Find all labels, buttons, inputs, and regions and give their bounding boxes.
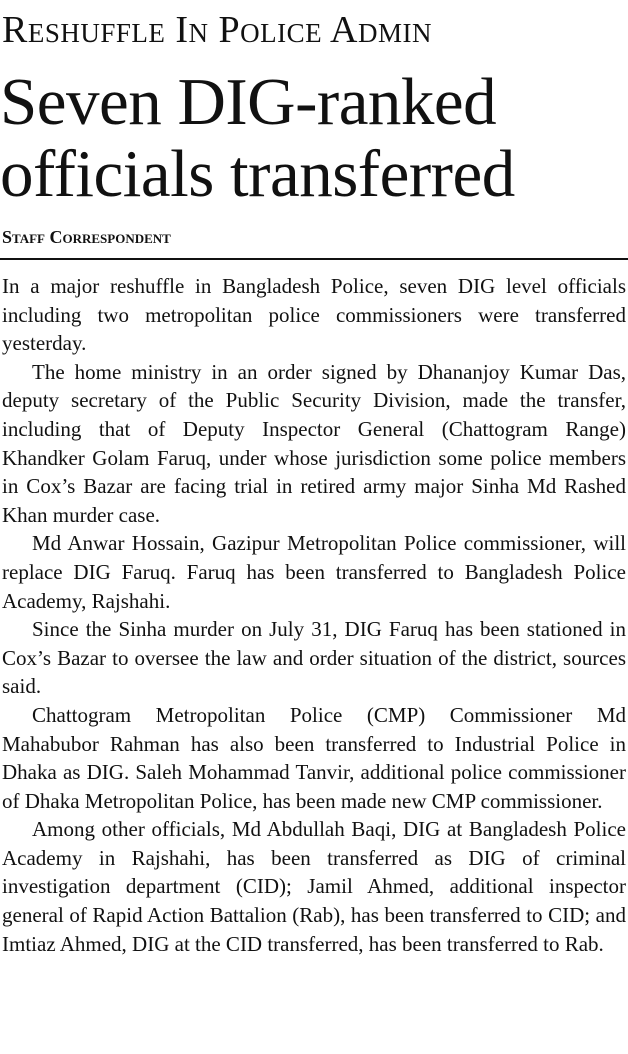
article-paragraph: Since the Sinha murder on July 31, DIG Faruq has been stationed in Cox’s Bazar to oversee the law and order situation of the district, sources said. <box>2 617 626 699</box>
article-byline: Staff Correspondent <box>2 227 171 247</box>
article-paragraph: The home ministry in an order signed by Dhananjoy Kumar Das, deputy secretary of the Public Security Division, made the transfer, including that of Deputy Inspector General (Chattogram Range) Khandker Golam Faruq, under whose jurisdiction some police members in Cox’s Bazar are facing trial in retired army major Sinha Md Rashed Khan murder case. <box>2 359 626 527</box>
article-body <box>2 272 626 958</box>
byline-divider <box>0 258 628 260</box>
article-paragraph: Among other officials, Md Abdullah Baqi, DIG at Bangladesh Police Academy in Rajshahi, has been transferred as DIG of criminal investigation department (CID); Jamil Ahmed, additional inspector general of Rapid Action Battalion (Rab), has been transferred to CID; and Imtiaz Ahmed, DIG at the CID transferred, has been transferred to Rab. <box>2 817 626 956</box>
article-paragraph: In a major reshuffle in Bangladesh Police, seven DIG level officials including two metropolitan police commissioners were transferred yesterday. <box>2 274 626 356</box>
article-paragraph: Md Anwar Hossain, Gazipur Metropolitan Police commissioner, will replace DIG Faruq. Faruq has been transferred to Bangladesh Police Academy, Rajshahi. <box>2 531 626 613</box>
article-headline: Seven DIG-ranked officials transferred <box>0 65 515 211</box>
article-paragraph: Chattogram Metropolitan Police (CMP) Commissioner Md Mahabubor Rahman has also been transferred to Industrial Police in Dhaka as DIG. Saleh Mohammad Tanvir, additional police commissioner of Dhaka Metropolitan Police, has been made new CMP commissioner. <box>2 702 626 813</box>
article-kicker: Reshuffle In Police Admin <box>2 9 432 51</box>
